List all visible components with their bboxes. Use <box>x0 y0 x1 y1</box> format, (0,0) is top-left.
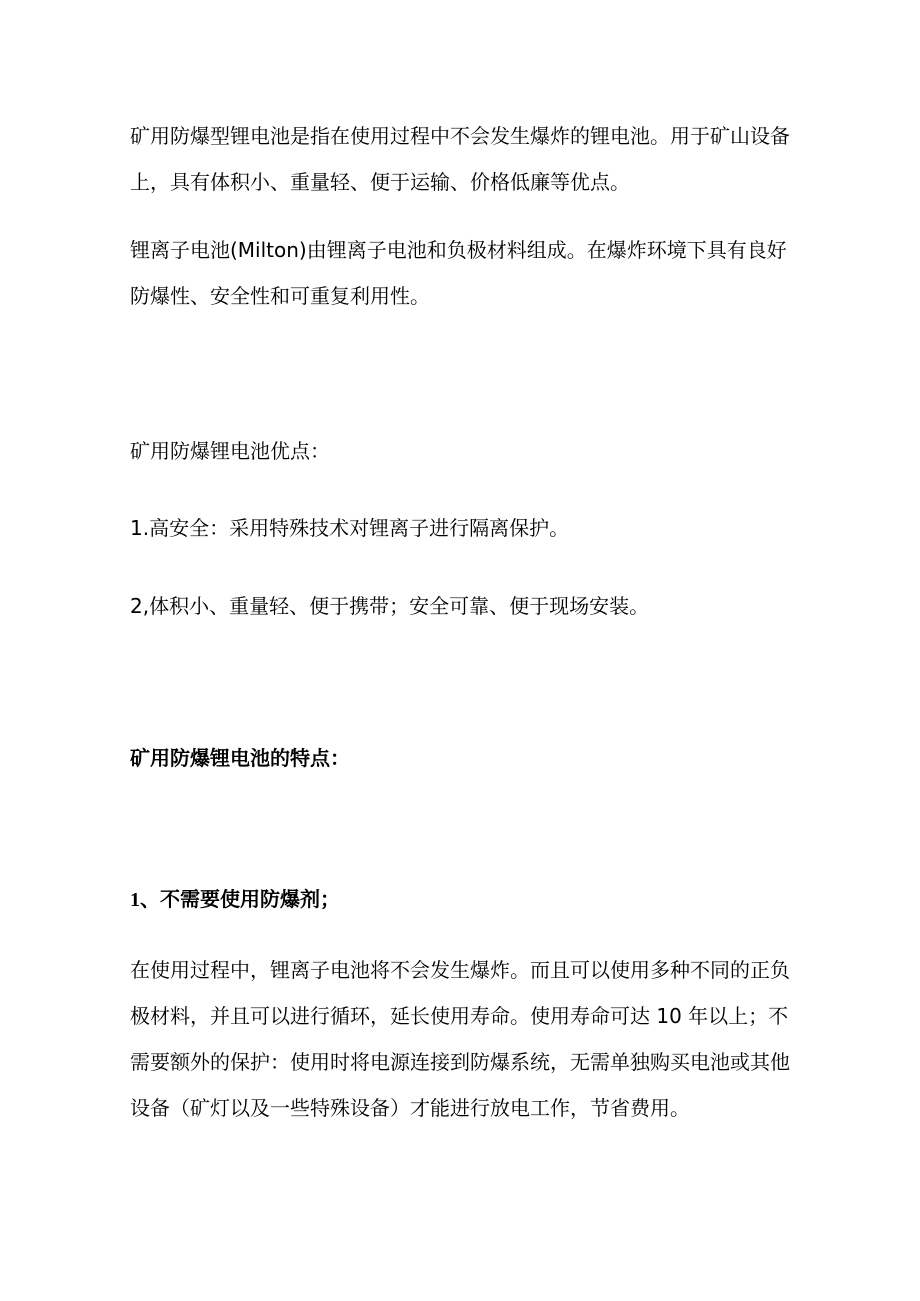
intro-paragraph <box>130 113 800 205</box>
feature-1-heading <box>130 876 800 923</box>
feature-1-line-1: 在使用过程中，锂离子电池将不会发生爆炸。而且可以使用多种不同的正负 <box>130 958 790 982</box>
milton-line-1: 锂离子电池(Milton)由锂离子电池和负极材料组成。在爆炸环境下具有良好 <box>130 238 787 262</box>
feature-1-line-4: 设备（矿灯以及一些特殊设备）才能进行放电工作，节省费用。 <box>130 1096 690 1120</box>
advantage-item-2: 2,体积小、重量轻、便于携带；安全可靠、便于现场安装。 <box>130 594 650 618</box>
feature-1-body <box>130 947 800 1131</box>
advantage-item-1: 1.高安全：采用特殊技术对锂离子进行隔离保护。 <box>130 516 570 540</box>
feature-1-number: 1 <box>130 889 140 911</box>
feature-1-title: 、不需要使用防爆剂； <box>140 887 340 911</box>
intro-line-2: 上，具有体积小、重量轻、便于运输、价格低廉等优点。 <box>130 170 630 194</box>
advantages-title: 矿用防爆锂电池优点： <box>130 439 330 463</box>
feature-1-line-3: 需要额外的保护：使用时将电源连接到防爆系统，无需单独购买电池或其他 <box>130 1050 790 1074</box>
feature-1-line-2: 极材料，并且可以进行循环，延长使用寿命。使用寿命可达 10 年以上；不 <box>130 1004 789 1028</box>
features-title: 矿用防爆锂电池的特点： <box>130 746 350 770</box>
intro-line-1: 矿用防爆型锂电池是指在使用过程中不会发生爆炸的锂电池。用于矿山设备 <box>130 124 790 148</box>
milton-line-2: 防爆性、安全性和可重复利用性。 <box>130 284 430 308</box>
milton-paragraph <box>130 227 800 319</box>
